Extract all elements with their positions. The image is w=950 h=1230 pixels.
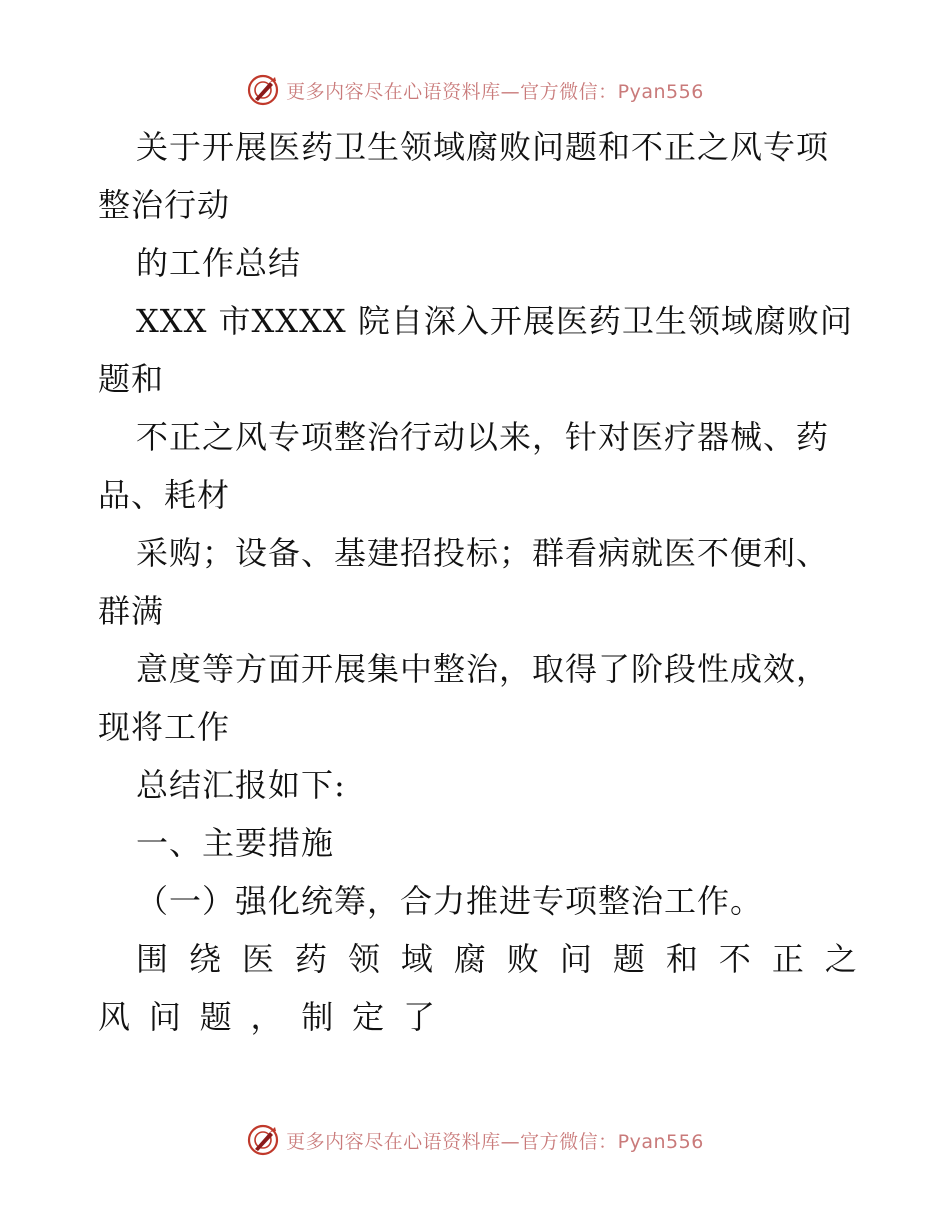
text-char: 医 xyxy=(241,940,275,978)
text-char: 领 xyxy=(347,940,381,978)
text-char: 绕 xyxy=(188,940,222,978)
text-char: 药 xyxy=(294,940,328,978)
justified-paragraph-line xyxy=(98,930,858,988)
text-char: 制 xyxy=(301,998,335,1036)
text-char: 题 xyxy=(612,940,646,978)
paragraph-line: 不正之风专项整治行动以来，针对医疗器械、药 xyxy=(136,418,830,456)
justified-paragraph-line-end xyxy=(98,988,858,1046)
text-char: ， xyxy=(250,998,284,1036)
text-char: 定 xyxy=(352,998,386,1036)
quill-logo-icon xyxy=(246,73,280,107)
text-char: 题 xyxy=(199,998,233,1036)
text-char: 域 xyxy=(400,940,434,978)
text-char: 风 xyxy=(98,998,132,1036)
title-line-2: 整治行动 xyxy=(98,186,231,224)
paragraph-line: 总结汇报如下: xyxy=(136,766,346,804)
paragraph-line: 题和 xyxy=(98,360,165,398)
title-line-1: 关于开展医药卫生领域腐败问题和不正之风专项 xyxy=(136,128,830,166)
title-line-3: 的工作总结 xyxy=(136,244,302,282)
header-banner xyxy=(0,70,950,110)
quill-logo-icon xyxy=(246,1123,280,1157)
text-char: 败 xyxy=(506,940,540,978)
text-char: 问 xyxy=(559,940,593,978)
paragraph-line: 意度等方面开展集中整治，取得了阶段性成效， xyxy=(136,650,830,688)
footer-banner xyxy=(0,1120,950,1160)
header-banner-text: 更多内容尽在心语资料库—官方微信：Pyan556 xyxy=(286,80,704,103)
text-char: 和 xyxy=(665,940,699,978)
justified-line-chars xyxy=(98,988,436,1046)
section-heading: 一、主要措施 xyxy=(136,824,335,862)
paragraph-line: 采购；设备、基建招投标；群看病就医不便利、 xyxy=(136,534,830,572)
text-char: 之 xyxy=(824,940,858,978)
paragraph-line: 群满 xyxy=(98,592,165,630)
text-char: 正 xyxy=(771,940,805,978)
document-body xyxy=(98,118,858,1046)
footer-banner-text: 更多内容尽在心语资料库—官方微信：Pyan556 xyxy=(286,1130,704,1153)
paragraph-line: 现将工作 xyxy=(98,708,231,746)
paragraph-line: 品、耗材 xyxy=(98,476,231,514)
text-char: 腐 xyxy=(453,940,487,978)
paragraph-line: XXX 市XXXX 院自深入开展医药卫生领域腐败问 xyxy=(136,302,853,340)
text-char: 不 xyxy=(718,940,752,978)
text-char: 问 xyxy=(148,998,182,1036)
subsection-heading: （一）强化统筹，合力推进专项整治工作。 xyxy=(136,882,764,920)
text-char: 围 xyxy=(136,940,170,978)
text-char: 了 xyxy=(402,998,436,1036)
